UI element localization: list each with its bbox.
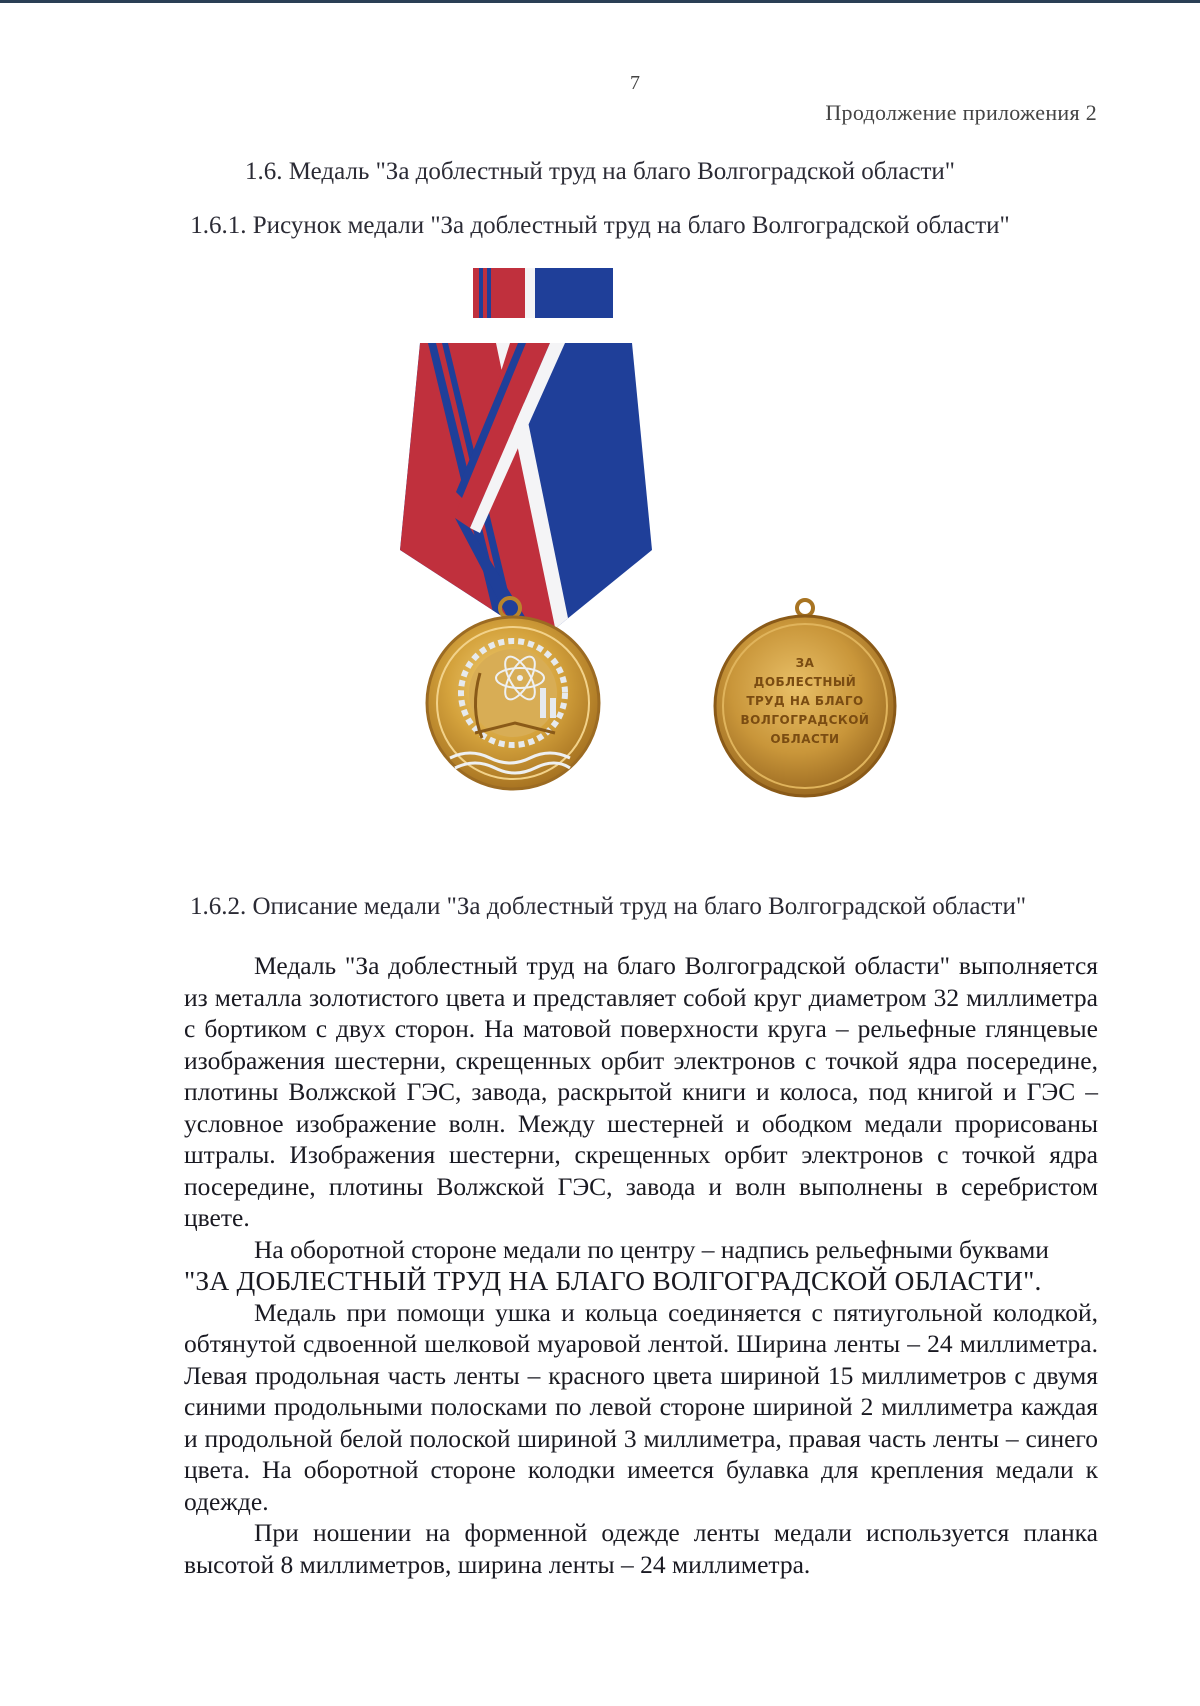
paragraph-design: Медаль "За доблестный труд на благо Волгоградской области" выполняется из металла золотистого цвета и представляет собой круг диаметром 32 миллиметра с бортиком с двух сторон. На матовой поверхности круга – рельефные глянцевые изображения шестерни, скрещенных орбит электронов с точкой ядра посередине, плотины Волжской ГЭС, завода, раскрытой книги и колоса, под книгой и ГЭС – условное изображение волн. Между шестерней и ободком медали прорисованы штралы. Изображения шестерни, скрещенных орбит электронов с точкой ядра посередине, плотины Волжской ГЭС, завода и волн выполнены в серебристом цвете. [184, 951, 1098, 1232]
paragraph-bar: При ношении на форменной одежде ленты медали используется планка высотой 8 миллиметров, ширина ленты – 24 миллиметра. [184, 1518, 1098, 1579]
description-heading: 1.6.2. Описание медали "За доблестный труд на благо Волгоградской области" [190, 893, 1027, 920]
ribbon-bar [473, 268, 613, 318]
scan-top-edge [0, 0, 1200, 3]
reverse-line-5: ОБЛАСТИ [770, 732, 840, 746]
medal-reverse [715, 600, 895, 796]
reverse-line-3: ТРУД НА БЛАГО [746, 694, 864, 708]
reverse-line-4: ВОЛГОГРАДСКОЙ [740, 713, 870, 727]
medal-figure [400, 268, 920, 858]
description-body [184, 950, 1098, 1580]
section-heading: 1.6. Медаль "За доблестный труд на благо Волгоградской области" [245, 158, 955, 185]
reverse-line-2: ДОБЛЕСТНЫЙ [753, 675, 857, 689]
page-number: 7 [630, 72, 640, 94]
ribbon-pad [400, 343, 652, 641]
paragraph-reverse: На оборотной стороне медали по центру – надпись рельефными буквами [254, 1234, 1049, 1264]
figure-heading: 1.6.1. Рисунок медали "За доблестный труд на благо Волгоградской области" [190, 212, 1010, 239]
paragraph-reverse-inscription: "ЗА ДОБЛЕСТНЫЙ ТРУД НА БЛАГО ВОЛГОГРАДСКОЙ ОБЛАСТИ". [184, 1265, 1042, 1296]
paragraph-ribbon: Медаль при помощи ушка и кольца соединяется с пятиугольной колодкой, обтянутой сдвоенной шелковой муаровой лентой. Ширина ленты – 24 миллиметра. Левая продольная часть ленты – красного цвета шириной 15 миллиметров с двумя синими продольными полосками по левой стороне шириной 2 миллиметра каждая и продольной белой полоской шириной 3 миллиметра, правая часть ленты – синего цвета. На оборотной стороне колодки имеется булавка для крепления медали к одежде. [184, 1297, 1098, 1516]
medal-obverse [427, 617, 599, 789]
reverse-line-1: ЗА [795, 656, 815, 670]
appendix-continuation-label: Продолжение приложения 2 [825, 100, 1097, 125]
